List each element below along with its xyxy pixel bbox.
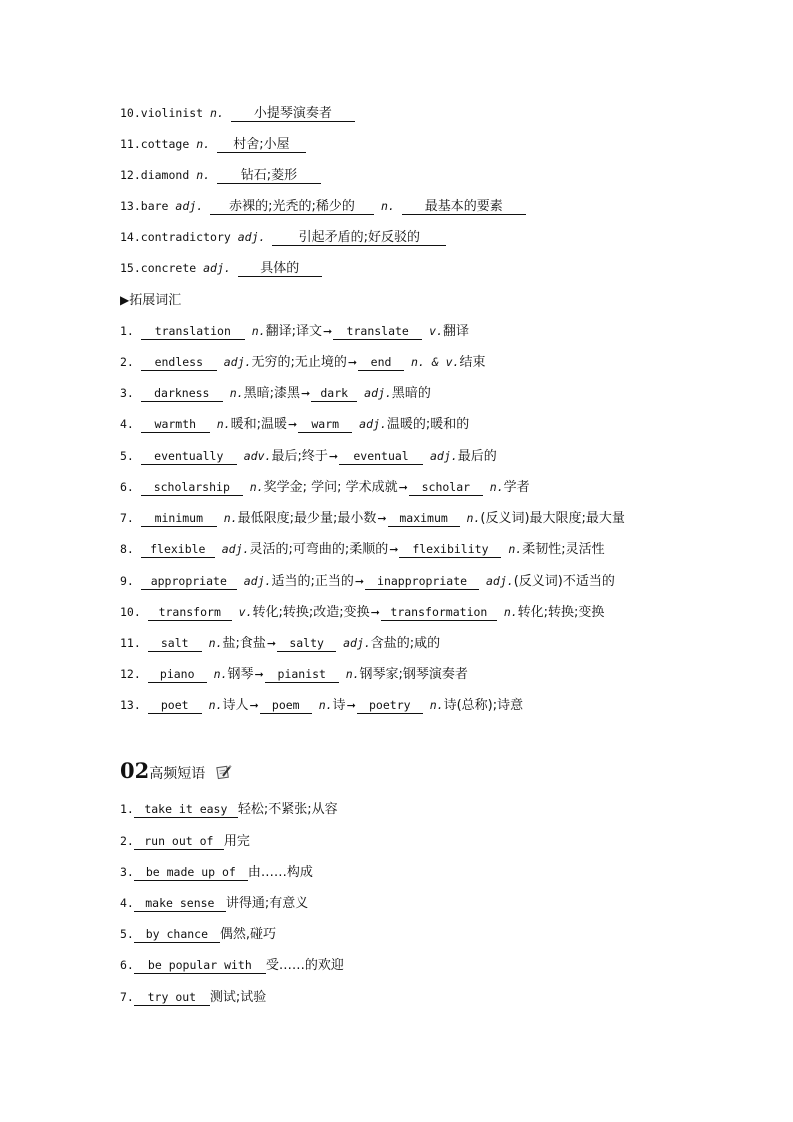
part-of-speech: n. [466,511,481,525]
part-of-speech: n. [196,137,211,151]
arrow-right-icon: ➞ [347,356,358,369]
arrow-right-icon: ➞ [254,668,264,681]
item-number: 12. [120,667,141,681]
answer-blank: pianist [265,667,339,683]
answer-blank: flexible [141,542,215,558]
arrow-right-icon: ➞ [266,637,277,650]
item-number: 15. [120,261,141,275]
expand-item [120,572,615,591]
item-number: 13. [120,199,141,213]
item-number: 1. [120,802,134,816]
meaning: 最后的 [457,449,497,464]
item-number: 4. [120,417,134,431]
item-number: 2. [120,355,134,369]
part-of-speech: n. [229,386,244,400]
vocab-item [120,104,355,122]
meaning: 钢琴 [227,667,254,682]
part-of-speech: n. [318,698,333,712]
section-number: 02 [120,758,150,783]
item-number: 7. [120,511,134,525]
expand-item [120,384,431,403]
section-title: 高频短语 [149,766,206,782]
arrow-right-icon: ➞ [370,606,380,619]
answer-blank: 小提琴演奏者 [231,106,355,122]
meaning: 学者 [503,480,530,495]
answer-blank: 最基本的要素 [402,199,526,215]
part-of-speech: adj. [203,261,231,275]
answer-blank: 具体的 [238,261,322,277]
part-of-speech: n. [208,698,223,712]
meaning: 用完 [223,834,250,849]
vocab-item [120,166,321,184]
meaning: 诗 [332,698,346,713]
part-of-speech: adj. [359,417,387,431]
part-of-speech: n. [210,106,224,120]
part-of-speech: n. [208,636,223,650]
answer-blank: darkness [141,386,223,402]
vocab-word: cottage [140,137,190,151]
item-number: 3. [120,865,134,879]
section-heading [120,758,232,784]
meaning: 诗人 [222,698,249,713]
item-number: 5. [120,449,134,463]
expand-item [120,353,485,372]
answer-blank: end [358,355,404,371]
expand-item [120,665,468,684]
answer-blank: poet [148,698,202,714]
vocab-word: contradictory [140,230,231,244]
arrow-right-icon: ➞ [287,418,298,431]
item-number: 7. [120,990,134,1004]
item-number: 11. [120,137,141,151]
meaning: (反义词)最大限度;最大量 [480,511,625,526]
meaning: 盐;食盐 [222,636,266,651]
answer-blank: piano [148,667,207,683]
answer-blank: by chance [134,927,220,943]
answer-blank: scholar [409,480,483,496]
part-of-speech: n. [249,480,264,494]
meaning: 测试;试验 [209,990,267,1005]
part-of-speech: adj. [223,355,252,369]
part-of-speech: n. [508,542,523,556]
part-of-speech: adj. [364,386,392,400]
phrase-item [120,894,308,913]
part-of-speech: v. [238,605,253,619]
expand-item [120,540,605,559]
answer-blank: dark [311,386,357,402]
vocab-item [120,135,306,153]
answer-blank: 村舍;小屋 [217,137,306,153]
meaning: 适当的;正当的 [271,574,354,589]
item-number: 3. [120,386,134,400]
expand-item [120,696,523,715]
vocab-word: concrete [140,261,197,275]
part-of-speech: n. [345,667,360,681]
expand-item [120,634,440,653]
item-number: 14. [120,230,141,244]
part-of-speech: adj. [221,542,250,556]
expand-item [120,322,469,341]
answer-blank: run out of [134,834,224,850]
part-of-speech: n. [196,168,211,182]
answer-blank: translate [333,324,422,340]
meaning: 奖学金; 学问; 学术成就 [263,480,398,495]
meaning: 讲得通;有意义 [225,896,309,911]
part-of-speech: n. & v. [410,355,460,369]
answer-blank: endless [141,355,217,371]
meaning: 无穷的;无止境的 [251,355,347,370]
meaning: 柔韧性;灵活性 [522,542,605,557]
part-of-speech: adv. [243,449,272,463]
part-of-speech: adj. [243,574,272,588]
answer-blank: scholarship [141,480,243,496]
meaning: 黑暗的 [391,386,431,401]
meaning: 含盐的;咸的 [370,636,441,651]
part-of-speech: n. [503,605,518,619]
arrow-right-icon: ➞ [354,575,365,588]
answer-blank: take it easy [134,802,238,818]
item-number: 10. [120,106,141,120]
item-number: 6. [120,958,134,972]
meaning: 温暖的;暖和的 [386,417,470,432]
answer-blank: salt [148,636,202,652]
phrase-item [120,800,338,819]
item-number: 13. [120,698,141,712]
arrow-right-icon: ➞ [398,481,408,494]
vocab-word: violinist [140,106,204,120]
answer-blank: transform [148,605,232,621]
phrase-item [120,988,266,1007]
answer-blank: be made up of [134,865,248,881]
meaning: 结束 [459,355,486,370]
note-pencil-icon [216,764,232,784]
vocab-item [120,259,322,277]
answer-blank: 引起矛盾的;好反驳的 [272,230,446,246]
meaning: 黑暗;漆黑 [243,386,300,401]
arrow-right-icon: ➞ [377,512,387,525]
expand-item [120,447,497,466]
expand-item [120,478,530,497]
vocab-word: bare [140,199,169,213]
answer-blank: translation [141,324,245,340]
meaning: 转化;转换;改造;变换 [252,605,370,620]
part-of-speech: n. [223,511,238,525]
item-number: 10. [120,605,141,619]
meaning: 灵活的;可弯曲的;柔顺的 [249,542,389,557]
meaning: 由……构成 [247,865,313,880]
meaning: 翻译 [443,324,470,339]
meaning: 转化;转换;变换 [517,605,605,620]
part-of-speech: adj. [429,449,458,463]
meaning: (反义词)不适当的 [513,574,615,589]
vocab-word: diamond [140,168,190,182]
answer-blank: try out [134,990,210,1006]
arrow-right-icon: ➞ [300,387,311,400]
phrase-item [120,925,276,944]
item-number: 8. [120,542,134,556]
answer-blank: flexibility [399,542,501,558]
item-number: 4. [120,896,134,910]
answer-blank: salty [277,636,336,652]
part-of-speech: n. [213,667,228,681]
phrase-item [120,832,250,851]
item-number: 6. [120,480,134,494]
answer-blank: appropriate [141,574,237,590]
answer-blank: eventually [141,449,237,465]
item-number: 9. [120,574,134,588]
arrow-right-icon: ➞ [249,699,259,712]
answer-blank: poetry [357,698,423,714]
answer-blank: transformation [381,605,497,621]
answer-blank: warm [298,417,352,433]
answer-blank: inappropriate [365,574,479,590]
meaning: 诗(总称);诗意 [443,698,524,713]
heading-title: 拓展词汇 [129,293,182,308]
answer-blank: poem [260,698,312,714]
phrase-item [120,956,344,975]
part-of-speech: adj. [175,199,204,213]
answer-blank: 赤裸的;光秃的;稀少的 [210,199,374,215]
vocab-item [120,197,526,215]
vocab-item [120,228,446,246]
expand-vocab-heading [120,289,181,308]
answer-blank: maximum [388,511,460,527]
item-number: 2. [120,834,134,848]
meaning: 暖和;温暖 [230,417,287,432]
answer-blank: make sense [134,896,226,912]
answer-blank: minimum [141,511,217,527]
part-of-speech: n. [489,480,504,494]
part-of-speech: n. [251,324,266,338]
triangle-marker-icon: ▶ [120,293,130,307]
arrow-right-icon: ➞ [322,325,333,338]
item-number: 11. [120,636,141,650]
expand-item [120,509,625,528]
arrow-right-icon: ➞ [328,450,339,463]
answer-blank: eventual [339,449,423,465]
item-number: 1. [120,324,134,338]
answer-blank: warmth [141,417,210,433]
meaning: 受……的欢迎 [265,958,344,973]
part-of-speech: adj. [485,574,514,588]
part-of-speech: n. [216,417,231,431]
part-of-speech: v. [429,324,443,338]
meaning: 轻松;不紧张;从容 [237,802,338,817]
part-of-speech: n. [429,698,444,712]
arrow-right-icon: ➞ [346,699,356,712]
expand-item [120,415,469,434]
expand-item [120,603,604,622]
arrow-right-icon: ➞ [389,543,399,556]
item-number: 5. [120,927,134,941]
part-of-speech: adj. [237,230,266,244]
part-of-speech: adj. [343,636,371,650]
phrase-item [120,863,313,882]
meaning: 钢琴家;钢琴演奏者 [359,667,468,682]
answer-blank: 钻石;菱形 [217,168,321,184]
meaning: 偶然,碰巧 [219,927,276,942]
meaning: 最低限度;最少量;最小数 [237,511,377,526]
part-of-speech: n. [381,199,395,213]
meaning: 最后;终于 [271,449,328,464]
meaning: 翻译;译文 [265,324,322,339]
item-number: 12. [120,168,141,182]
answer-blank: be popular with [134,958,266,974]
